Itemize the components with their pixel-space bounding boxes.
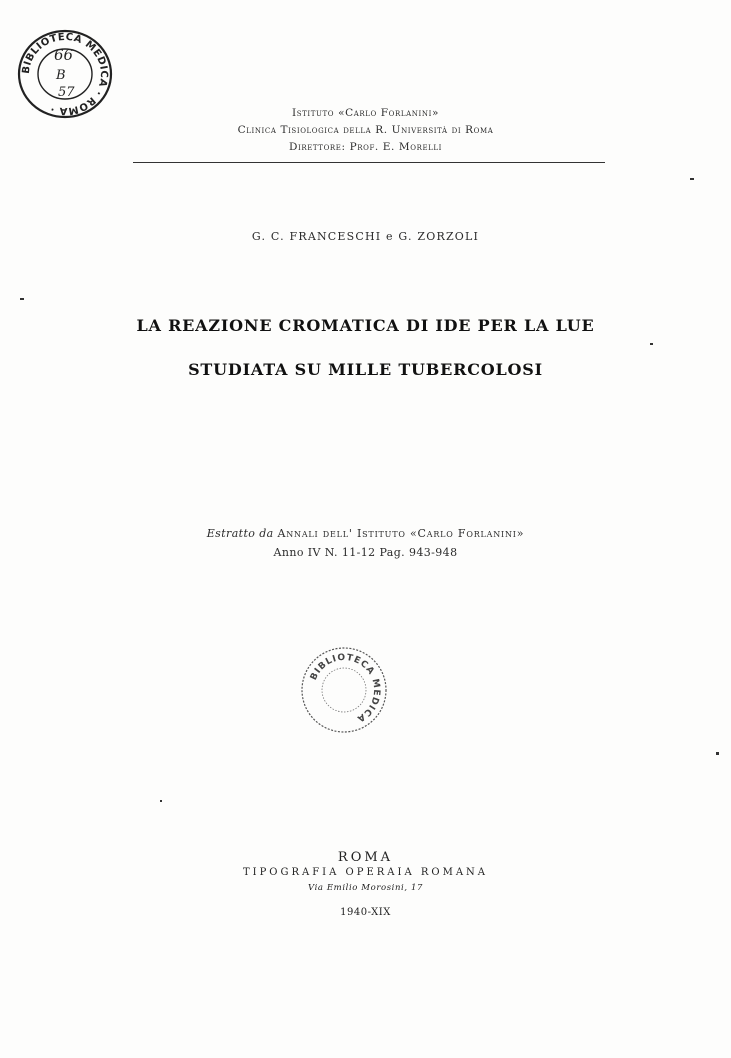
- header-divider: [133, 162, 605, 163]
- scan-speck: [160, 800, 162, 802]
- scan-speck: [650, 343, 653, 345]
- authors: G. C. FRANCESCHI e G. ZORZOLI: [251, 230, 480, 243]
- stamp-handwritten-1: 66: [54, 46, 74, 64]
- publisher-printer: TIPOGRAFIA OPERAIA ROMANA: [242, 867, 489, 878]
- scan-speck: [690, 178, 694, 180]
- institute-name: Istituto «Carlo Forlanini»: [291, 107, 439, 119]
- stamp-center-ring-text: BIBLIOTECA MEDICA: [308, 652, 382, 724]
- svg-text:BIBLIOTECA MEDICA: [309, 653, 381, 724]
- extract-prefix: Estratto da: [206, 527, 274, 540]
- extract-line: [0, 527, 731, 540]
- stamp-handwritten-2: B: [56, 68, 66, 83]
- scan-speck: [716, 752, 719, 755]
- title-line-2: STUDIATA SU MILLE TUBERCOLOSI: [188, 360, 543, 379]
- stamp-ring-text: BIBLIOTECA MEDICA · ROMA ·: [20, 31, 110, 117]
- stamp-handwritten-3: 57: [58, 85, 75, 100]
- director-line: Direttore: Prof. E. Morelli: [288, 141, 443, 153]
- clinic-name: Clinica Tisiologica della R. Università di Roma: [237, 124, 494, 136]
- library-stamp-center: [298, 644, 390, 736]
- journal-name: Annali dell' Istituto «Carlo Forlanini»: [277, 527, 525, 540]
- publisher-address: Via Emilio Morosini, 17: [307, 883, 423, 893]
- title-line-1: LA REAZIONE CROMATICA DI IDE PER LA LUE: [136, 316, 595, 335]
- issue-line: Anno IV N. 11-12 Pag. 943-948: [273, 546, 458, 559]
- scan-speck: [20, 298, 24, 300]
- publisher-city: ROMA: [337, 850, 394, 865]
- publication-year: 1940-XIX: [340, 907, 391, 918]
